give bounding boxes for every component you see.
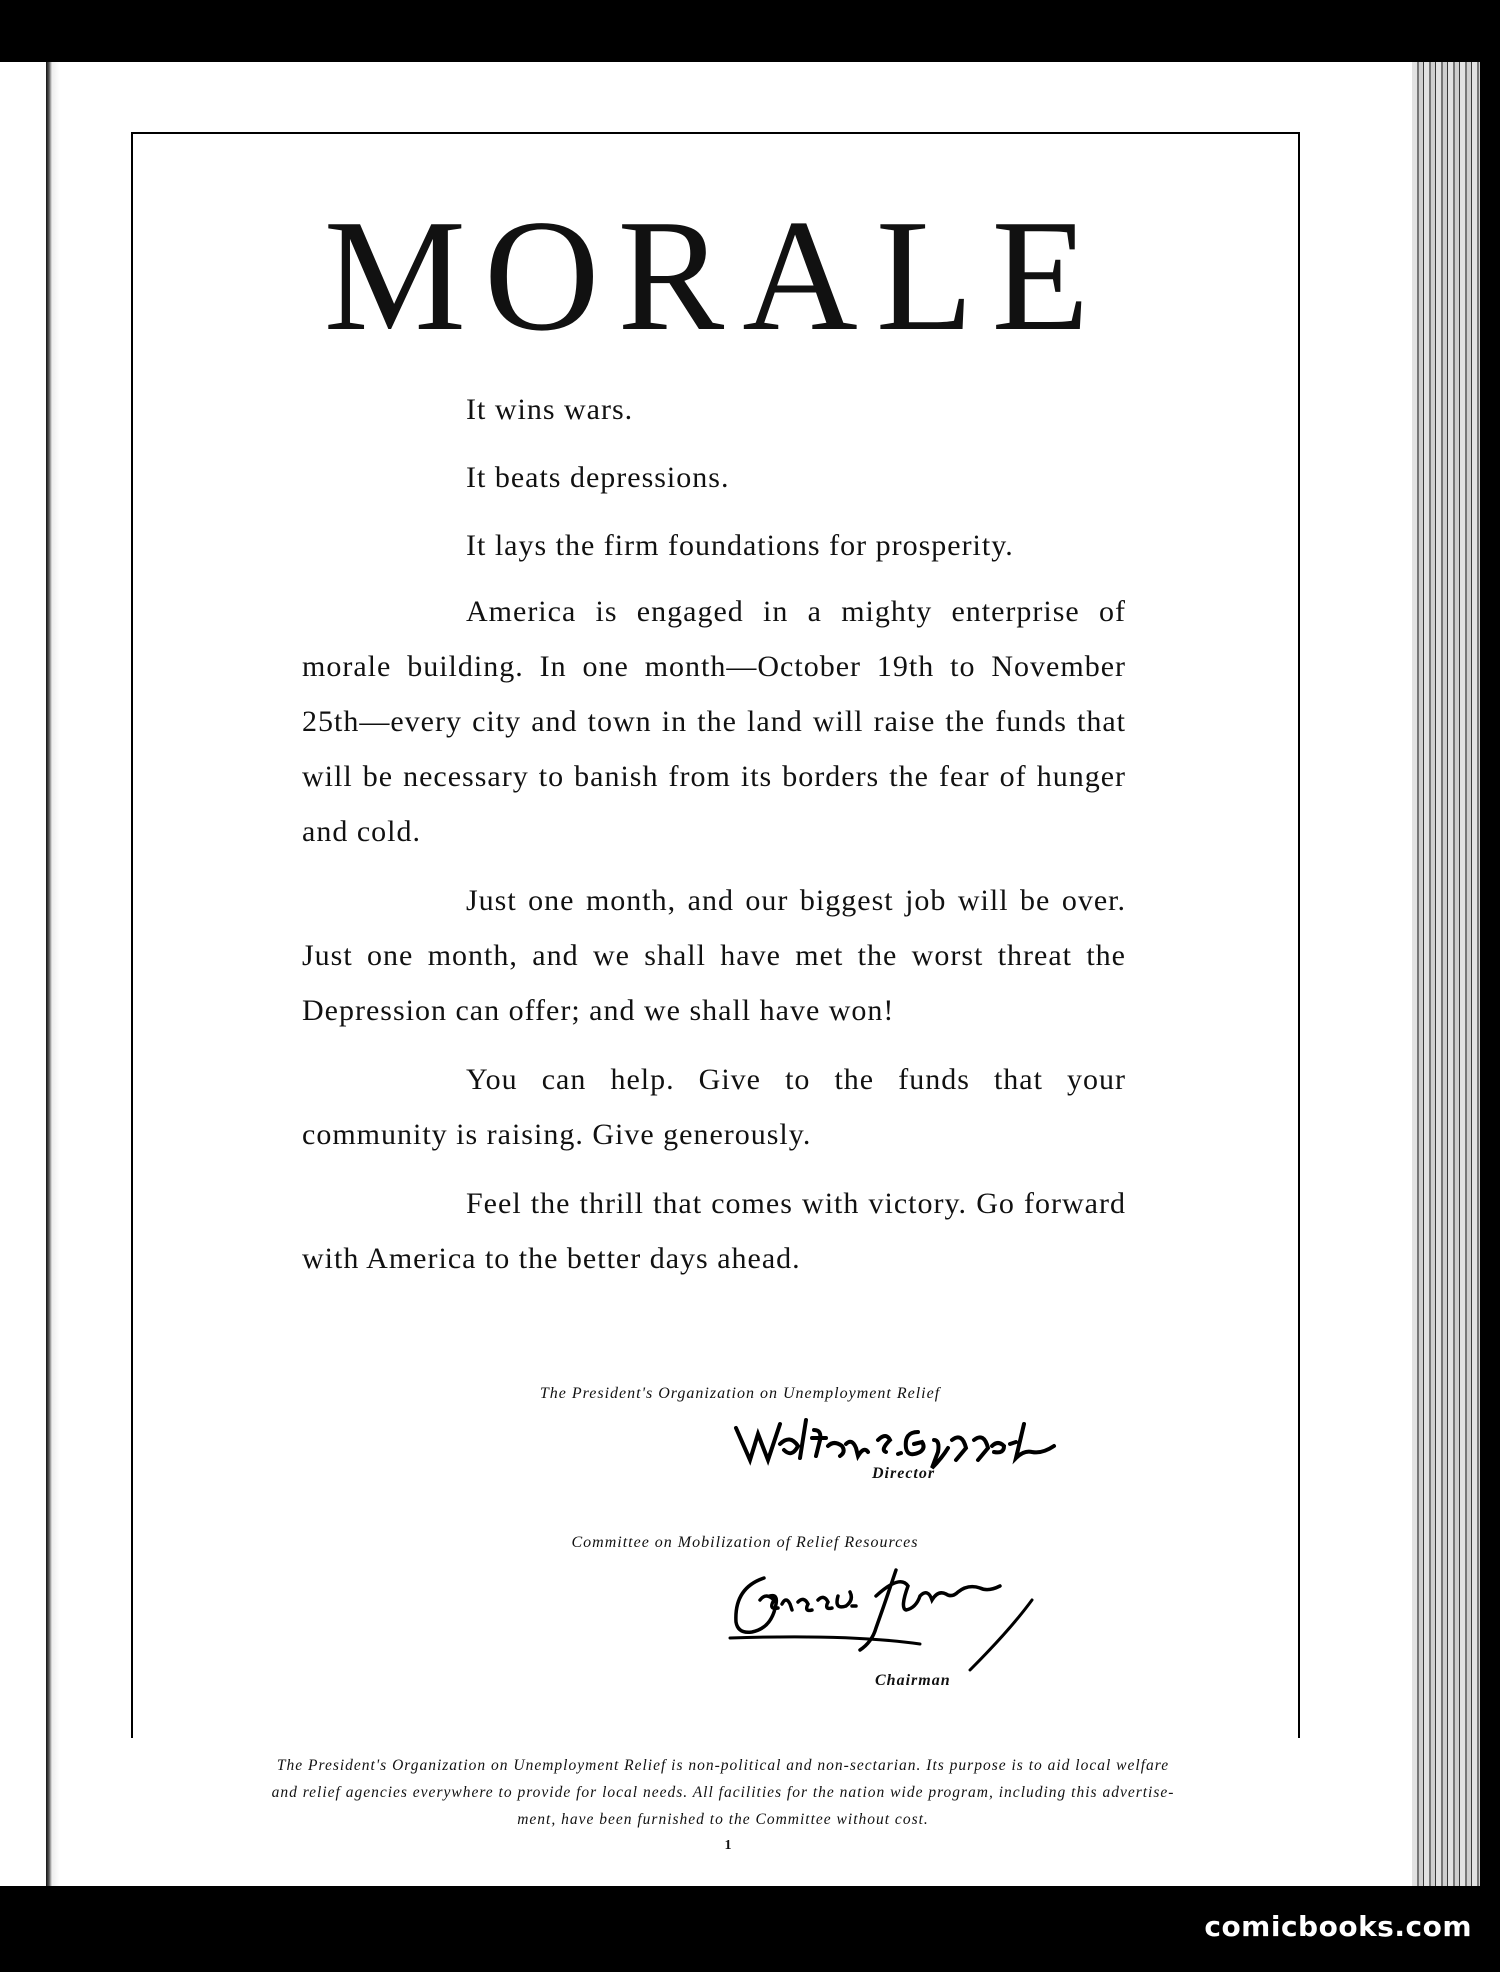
org-name-2: Committee on Mobilization of Relief Resources [571,1534,919,1551]
lead-line: It wins wars. [466,393,634,426]
body-paragraph: Feel the thrill that comes with victory. Go forward with America to the better days ahead. [302,1187,1126,1275]
footer-disclaimer [140,1752,1306,1833]
footer-line: and relief agencies everywhere to provide for local needs. All facilities for the nation wide program, including this advertise- [271,1784,1175,1801]
page-binding-edge [46,62,60,1886]
footer-line: ment, have been furnished to the Committee without cost. [517,1811,929,1828]
body-paragraph: Just one month, and our biggest job will be over. Just one month, and we shall have met the worst threat the Depression can offer; and we shall have won! [302,884,1126,1027]
ad-body [302,376,1126,1300]
page-number: 1 [724,1838,732,1853]
headline: MORALE [323,186,1108,364]
page-stack-edge [1412,62,1480,1886]
signature-chairman [720,1560,1080,1680]
lead-line: It lays the firm foundations for prosperity. [466,529,1014,562]
footer-line: The President's Organization on Unemployment Relief is non-political and non-sectarian. Its purpose is to aid local welfare [276,1757,1170,1774]
body-paragraph: America is engaged in a mighty enterprise of morale building. In one month—October 19th to November 25th—every city and town in the land will raise the funds that will be necessary to banish from its borders the fear of hunger and cold. [302,595,1126,848]
lead-line: It beats depressions. [466,461,730,494]
chairman-title: Chairman [875,1672,951,1689]
body-paragraph: You can help. Give to the funds that your community is raising. Give generously. [302,1063,1126,1151]
director-title: Director [872,1465,936,1482]
watermark: comicbooks.com [1204,1910,1472,1943]
org-name-1: The President's Organization on Unemployment Relief [539,1385,941,1402]
